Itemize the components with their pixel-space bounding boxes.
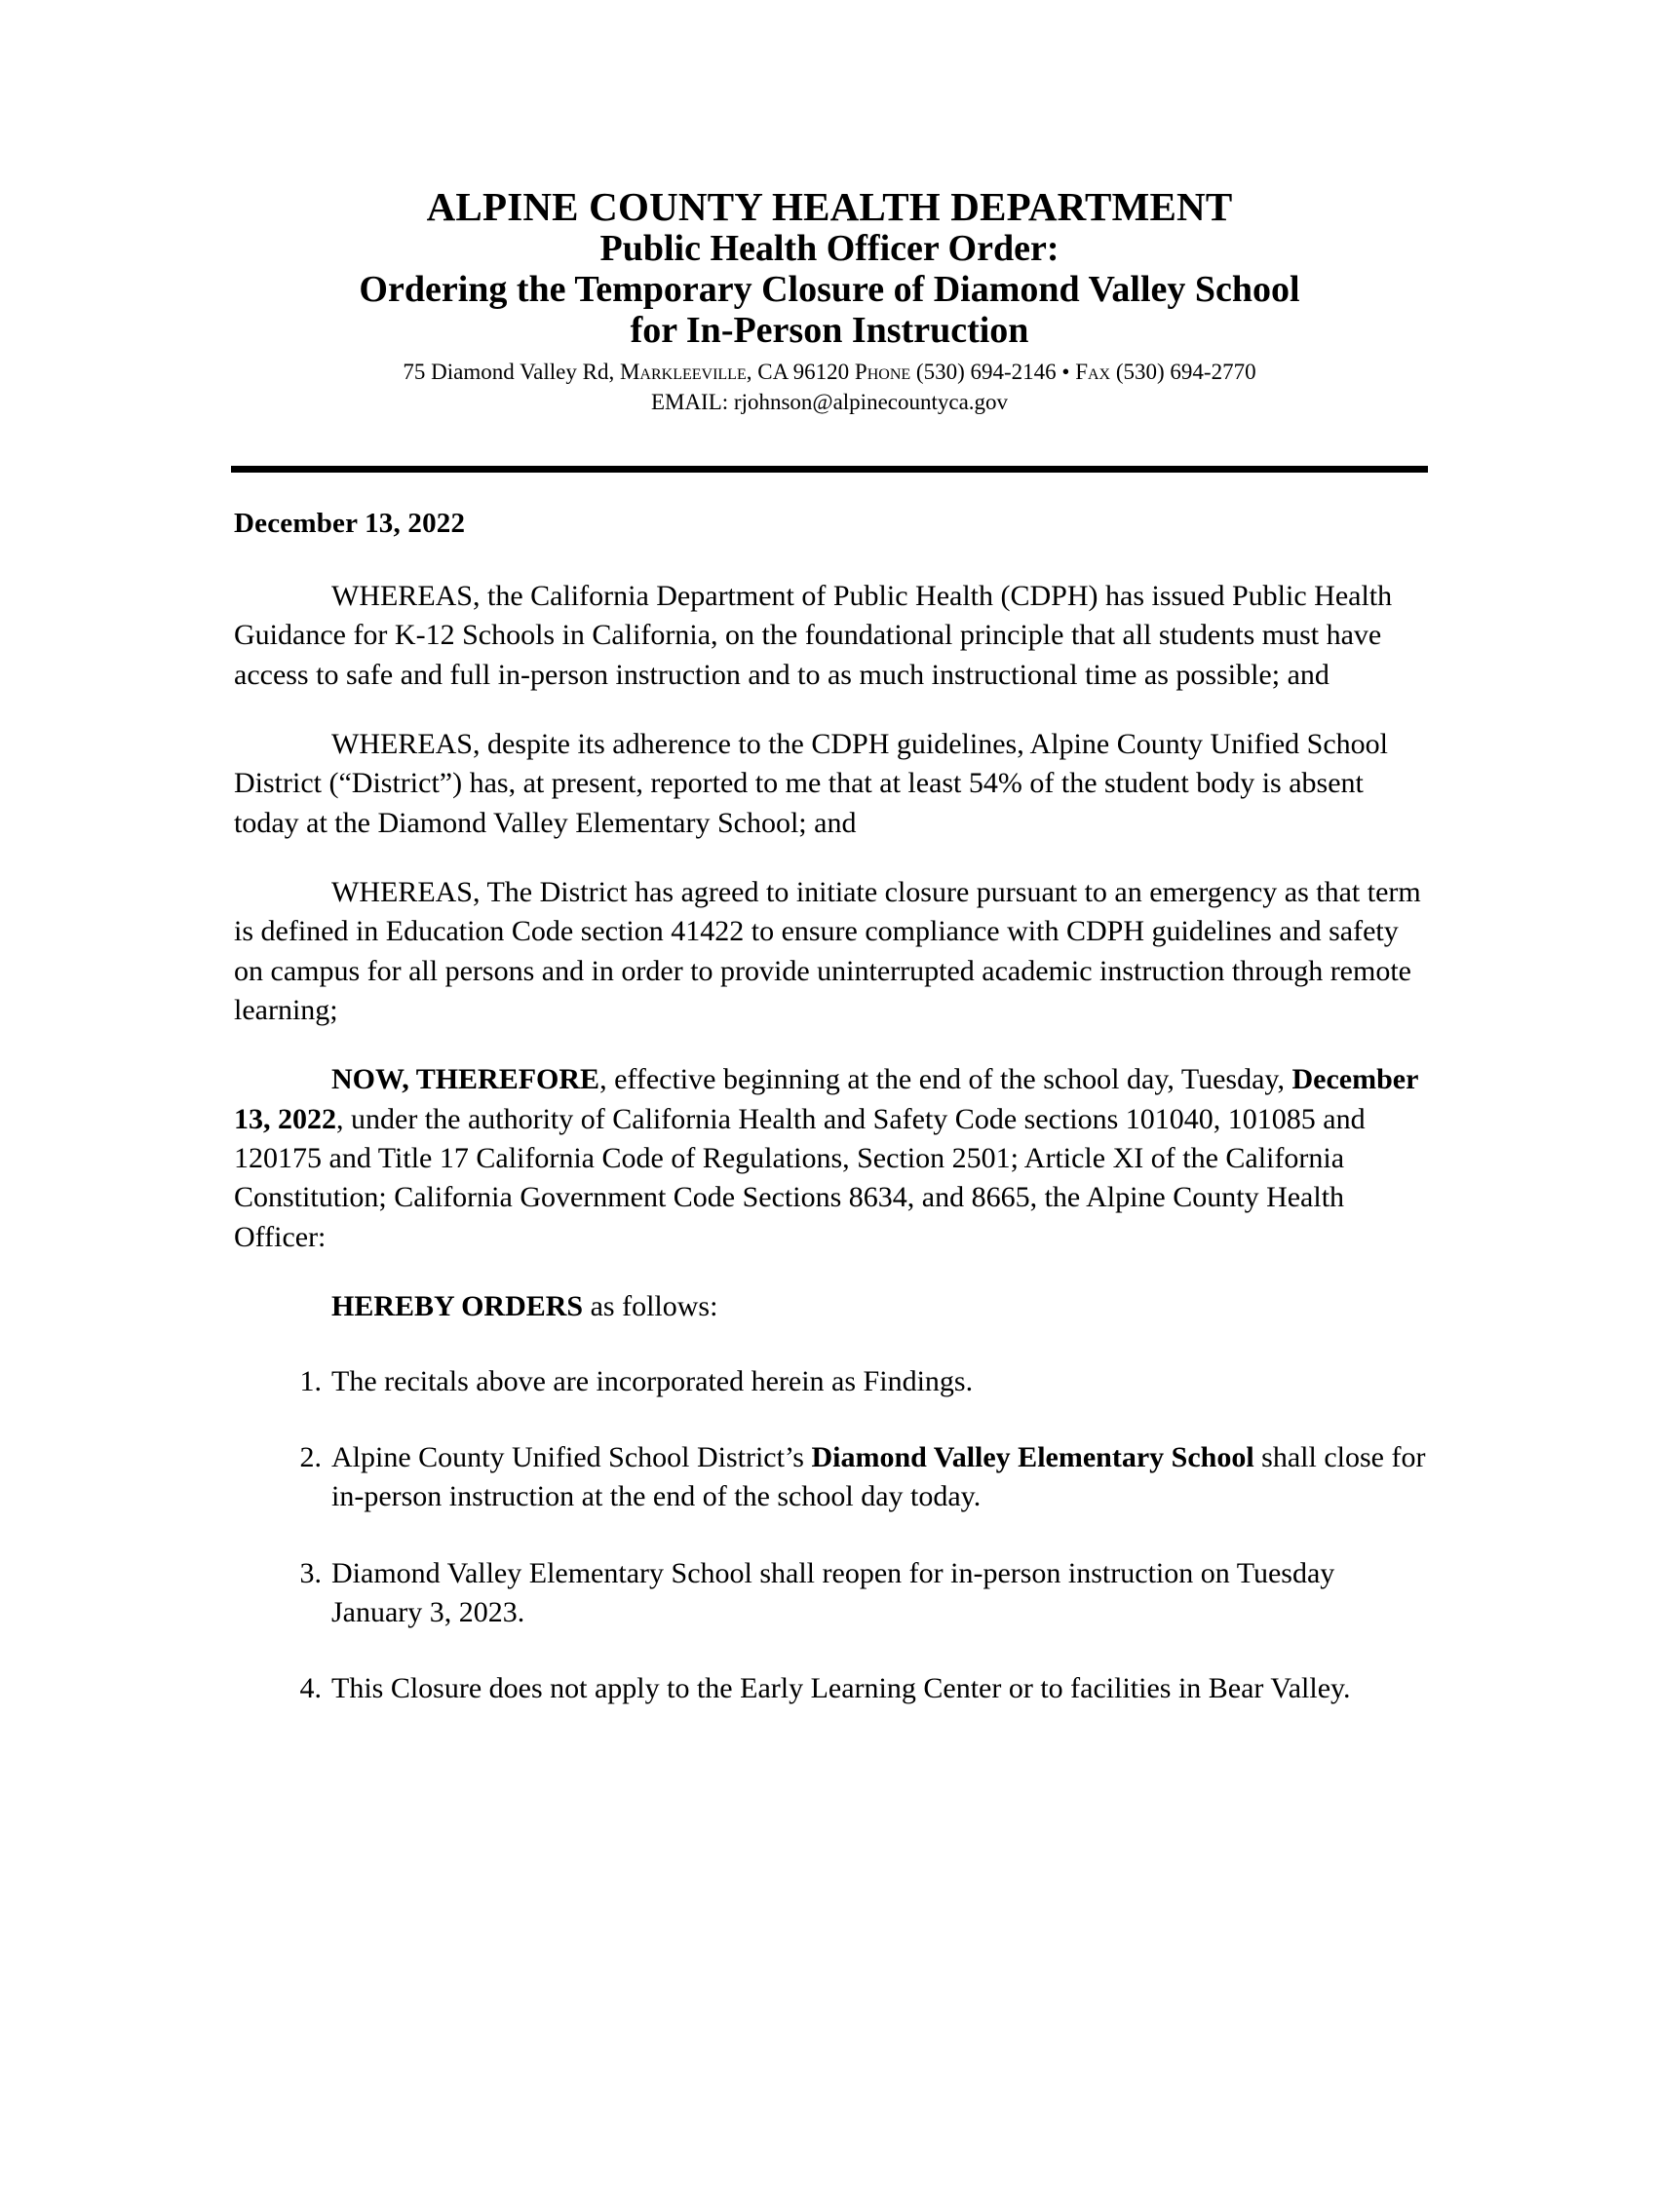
state-zip: , CA 96120	[746, 360, 855, 385]
order-text	[331, 1554, 1431, 1633]
phone-label: Phone	[854, 360, 911, 385]
order-number: 2.	[299, 1440, 322, 1473]
phone-number: (530) 694-2146 •	[910, 360, 1076, 385]
order-item-2	[234, 1438, 1431, 1517]
department-title: ALPINE COUNTY HEALTH DEPARTMENT	[426, 184, 1233, 229]
contact-email-line	[231, 388, 1428, 417]
city-name: Markleeville	[619, 360, 747, 385]
order-text-lead: Alpine County Unified School District’s	[331, 1440, 812, 1473]
fax-label: Fax	[1075, 360, 1111, 385]
letterhead	[231, 185, 1428, 417]
order-text-emphasis: Diamond Valley Elementary School	[811, 1440, 1254, 1473]
order-text-lead: The recitals above are incorporated herein as Findings.	[331, 1364, 974, 1397]
hereby-orders-tail: as follows:	[583, 1290, 718, 1323]
street-address: 75 Diamond Valley Rd,	[403, 360, 620, 385]
now-therefore-middle: , effective beginning at the end of the school day, Tuesday,	[599, 1063, 1292, 1096]
order-text	[331, 1669, 1431, 1708]
order-text-lead: Diamond Valley Elementary School shall reopen for in-person instruction on Tuesday January 3, 2023.	[331, 1556, 1335, 1628]
email-address: rjohnson@alpinecountyca.gov	[733, 389, 1009, 414]
email-label: EMAIL:	[650, 389, 734, 414]
order-text-lead: This Closure does not apply to the Early Learning Center or to facilities in Bear Valley.	[331, 1672, 1351, 1705]
order-number: 1.	[299, 1364, 322, 1397]
now-therefore-label: NOW, THEREFORE	[331, 1063, 600, 1096]
order-number: 4.	[299, 1672, 322, 1705]
recital-paragraph-3: WHEREAS, The District has agreed to initiate closure pursuant to an emergency as that term is defined in Education Code section 41422 to ensure compliance with CDPH guidelines and safety on campus for all persons and in order to provide uninterrupted academic instruction through remote learning;	[234, 876, 1421, 1027]
order-item-3	[234, 1554, 1431, 1633]
contact-address-line	[231, 358, 1428, 387]
order-item-4	[234, 1669, 1431, 1708]
recital-paragraph-2: WHEREAS, despite its adherence to the CDPH guidelines, Alpine County Unified School District (“District”) has, at present, reported to me that at least 54% of the student body is absent today at the Diamond Valley Elementary School; and	[234, 728, 1389, 839]
order-number: 3.	[299, 1556, 322, 1589]
order-text-tail: shall close for in-person instruction at the end of the school day today.	[331, 1440, 1426, 1513]
order-subtitle: Public Health Officer Order:	[599, 228, 1060, 270]
hereby-orders-line	[234, 1287, 1431, 1326]
letterhead-divider	[231, 466, 1428, 473]
order-item-1	[234, 1362, 1431, 1401]
document-body	[234, 577, 1431, 1709]
now-therefore-paragraph	[234, 1060, 1431, 1257]
fax-number: (530) 694-2770	[1110, 360, 1256, 385]
order-text	[331, 1438, 1431, 1517]
document-date: December 13, 2022	[234, 508, 466, 539]
effective-date: December 13, 2022	[234, 1063, 1418, 1135]
order-text	[331, 1362, 1431, 1401]
now-therefore-authority: , under the authority of California Health and Safety Code sections 101040, 101085 and 120175 and Title 17 California Code of Regulations, Section 2501; Article XI of the California Constitution; California Government Code Sections 8634, and 8665, the Alpine County Health Officer:	[234, 1102, 1366, 1253]
order-title-line-1: Ordering the Temporary Closure of Diamond Valley School	[359, 268, 1300, 310]
recital-paragraph-1: WHEREAS, the California Department of Public Health (CDPH) has issued Public Health Guidance for K-12 Schools in California, on the foundational principle that all students must have access to safe and full in-person instruction and to as much instructional time as possible; and	[234, 580, 1393, 691]
orders-list	[234, 1362, 1431, 1709]
hereby-orders-label: HEREBY ORDERS	[331, 1290, 584, 1323]
order-title-line-2: for In-Person Instruction	[630, 309, 1029, 351]
